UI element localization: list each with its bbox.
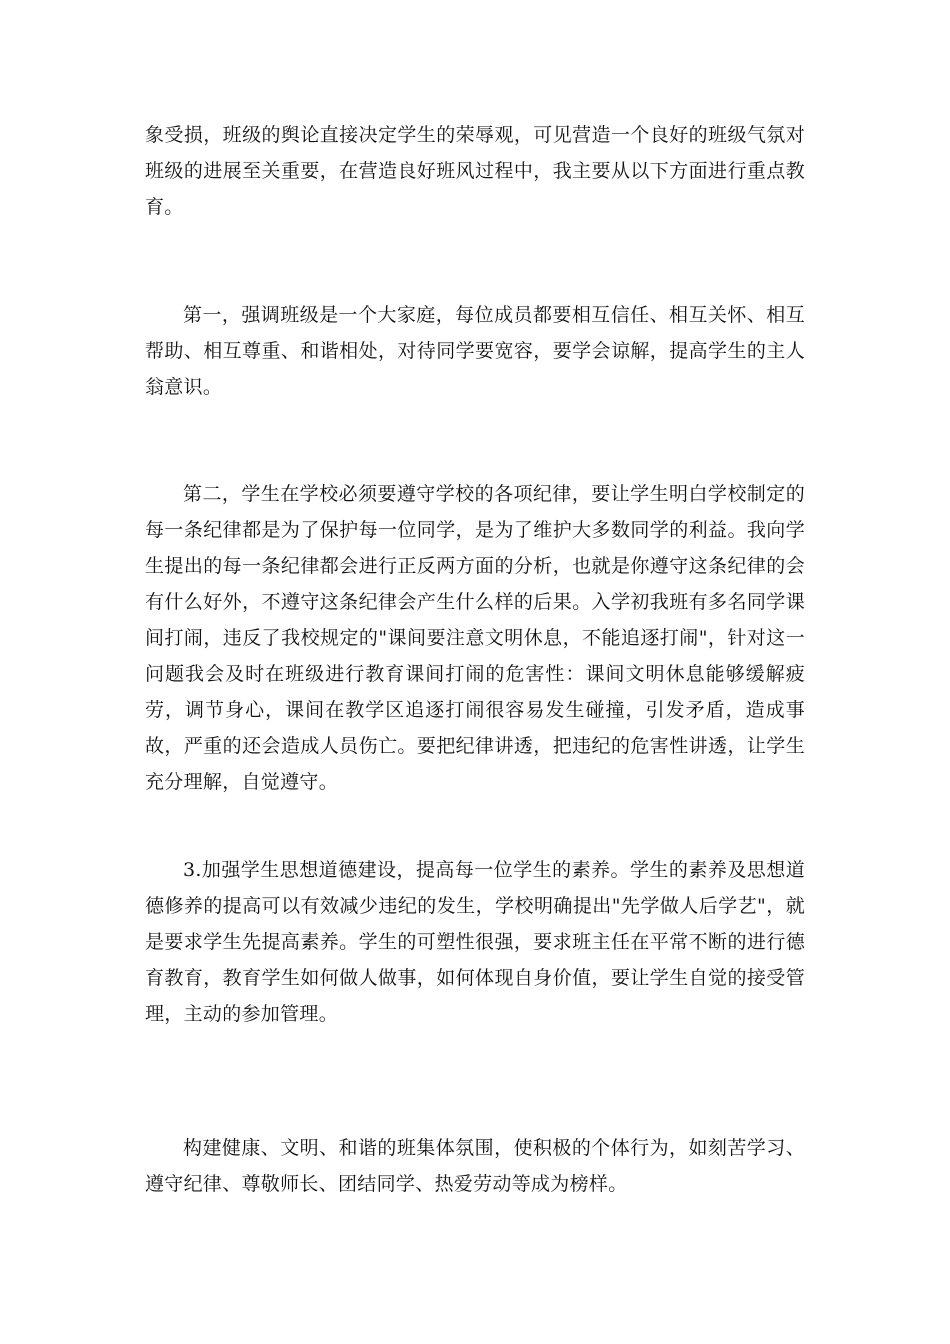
paragraph-first-point: 第一，强调班级是一个大家庭，每位成员都要相互信任、相互关怀、相互帮助、相互尊重、和谐相处，对待同学要宽容，要学会谅解，提高学生的主人翁意识。 <box>145 304 805 398</box>
paragraph-third-point: 3.加强学生思想道德建设，提高每一位学生的素养。学生的素养及思想道德修养的提高可以有效减少违纪的发生，学校明确提出"先学做人后学艺"，就是要求学生先提高素养。学生的可塑性很强，要求班主任在平常不断的进行德育教育，教育学生如何做人做事，如何体现自身价值，要让学生自觉的接受管理，主动的参加管理。 <box>145 859 805 1025</box>
paragraph-continuation: 象受损，班级的舆论直接决定学生的荣辱观，可见营造一个良好的班级气氛对班级的进展至关重要，在营造良好班风过程中，我主要从以下方面进行重点教育。 <box>145 124 805 218</box>
paragraph-second-point: 第二，学生在学校必须要遵守学校的各项纪律，要让学生明白学校制定的每一条纪律都是为了保护每一位同学，是为了维护大多数同学的利益。我向学生提出的每一条纪律都会进行正反两方面的分析，也就是你遵守这条纪律的会有什么好外，不遵守这条纪律会产生什么样的后果。入学初我班有多名同学课间打闹，违反了我校规定的"课间要注意文明休息，不能追逐打闹"，针对这一问题我会及时在班级进行教育课间打闹的危害性：课间文明休息能够缓解疲劳，调节身心，课间在教学区追逐打闹很容易发生碰撞，引发矛盾，造成事故，严重的还会造成人员伤亡。要把纪律讲透，把违纪的危害性讲透，让学生充分理解，自觉遵守。 <box>145 483 805 793</box>
paragraph-class-atmosphere: 构建健康、文明、和谐的班集体氛围，使积极的个体行为，如刻苦学习、遵守纪律、尊敬师长、团结同学、热爱劳动等成为榜样。 <box>145 1137 805 1195</box>
